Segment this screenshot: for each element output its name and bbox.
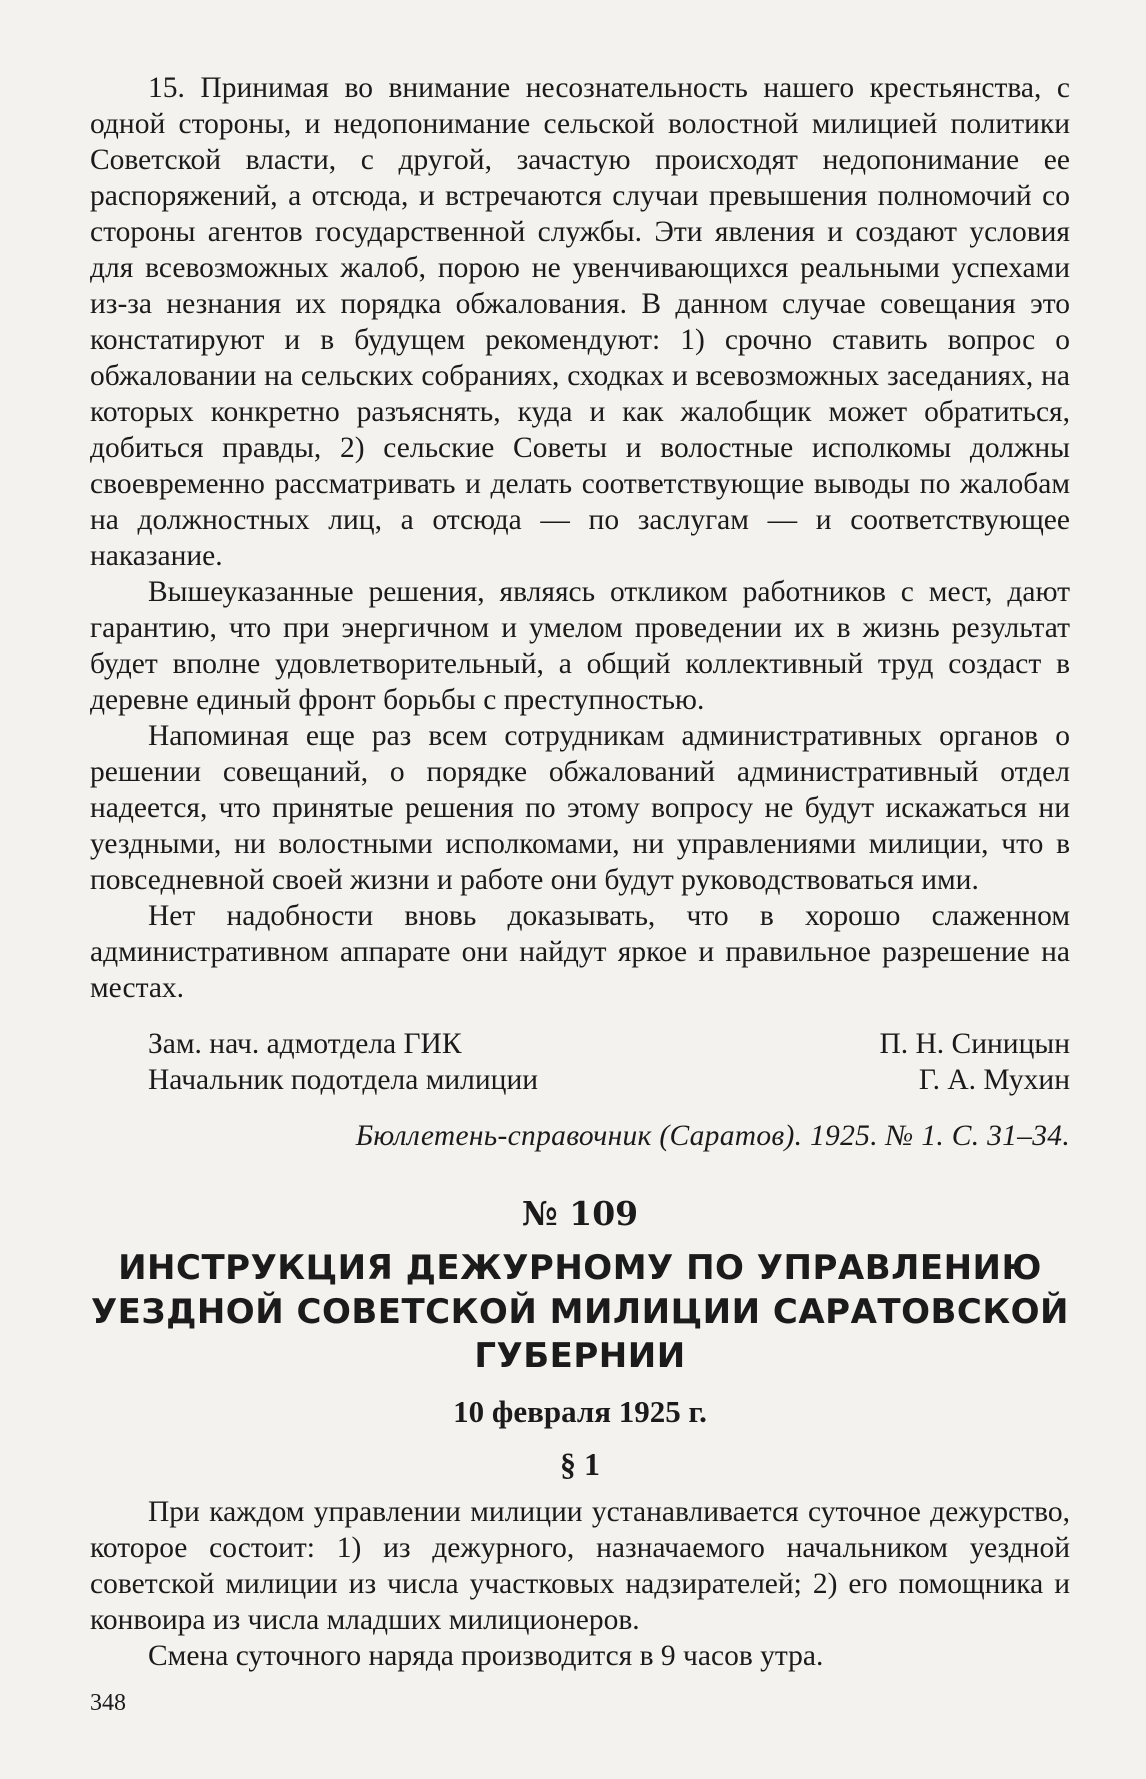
page <box>90 70 1070 1674</box>
signature-position: Зам. нач. адмотдела ГИК <box>148 1028 462 1060</box>
signature-name: П. Н. Синицын <box>879 1028 1070 1060</box>
paragraph-reminder: Напоминая еще раз всем сотрудникам административных органов о решении совещаний, о порядке обжалований административный отдел надеется, что принятые решения по этому вопросу не будут искажаться ни уездными, ни волостными исполкомами, ни управлениями милиции, что в повседневной своей жизни и работе они будут руководствоваться ими. <box>90 720 1070 896</box>
section-heading: § 1 <box>560 1446 600 1482</box>
signature-position: Начальник подотдела милиции <box>148 1064 539 1096</box>
paragraph-shift-change: Смена суточного наряда производится в 9 часов утра. <box>148 1640 824 1672</box>
paragraph-15: 15. Принимая во внимание несознательность нашего крестьянства, с одной стороны, и недопонимание сельской волостной милицией политики Советской власти, с другой, зачастую происходят недопонимание ее распоряжений, а отсюда, и встречаются случаи превышения полномочий со стороны агентов государственной службы. Эти явления и создают условия для всевозможных жалоб, порою не увенчивающихся реальными успехами из-за незнания их порядка обжалования. В данном случае совещания это констатируют и в будущем рекомендуют: 1) срочно ставить вопрос о обжаловании на сельских собраниях, сходках и всевозможных заседаниях, на которых конкретно разъяснять, куда и как жалобщик может обратиться, добиться правды, 2) сельские Советы и волостные исполкомы должны своевременно рассматривать и делать соответствующие выводы по жалобам на должностных лиц, а отсюда — по заслугам — и соответствующее наказание. <box>90 72 1070 572</box>
paragraph-conclusion: Нет надобности вновь доказывать, что в хорошо слаженном административном аппарате они найдут яркое и правильное разрешение на местах. <box>90 900 1070 1004</box>
document-date: 10 февраля 1925 г. <box>453 1394 707 1429</box>
signature-row <box>90 1026 1070 1062</box>
signature-block <box>90 1026 1070 1098</box>
source-citation: Бюллетень-справочник (Саратов). 1925. № 1. С. 31–34. <box>355 1120 1070 1152</box>
page-number: 348 <box>90 1690 126 1716</box>
document-title: ИНСТРУКЦИЯ ДЕЖУРНОМУ ПО УПРАВЛЕНИЮ УЕЗДНОЙ СОВЕТСКОЙ МИЛИЦИИ САРАТОВСКОЙ ГУБЕРНИИ <box>90 1248 1070 1376</box>
paragraph-decisions: Вышеуказанные решения, являясь откликом работников с мест, дают гарантию, что при энергичном и умелом проведении их в жизнь результат будет вполне удовлетворительный, а общий коллективный труд создаст в деревне единый фронт борьбы с преступностью. <box>90 576 1070 716</box>
signature-row <box>90 1062 1070 1098</box>
signature-name: Г. А. Мухин <box>918 1064 1070 1096</box>
paragraph-duty-composition: При каждом управлении милиции устанавливается суточное дежурство, которое состоит: 1) из дежурного, назначаемого начальником уездной советской милиции из числа участковых надзирателей; 2) его помощника и конвоира из числа младших милиционеров. <box>90 1496 1070 1636</box>
document-number: № 109 <box>521 1194 639 1233</box>
